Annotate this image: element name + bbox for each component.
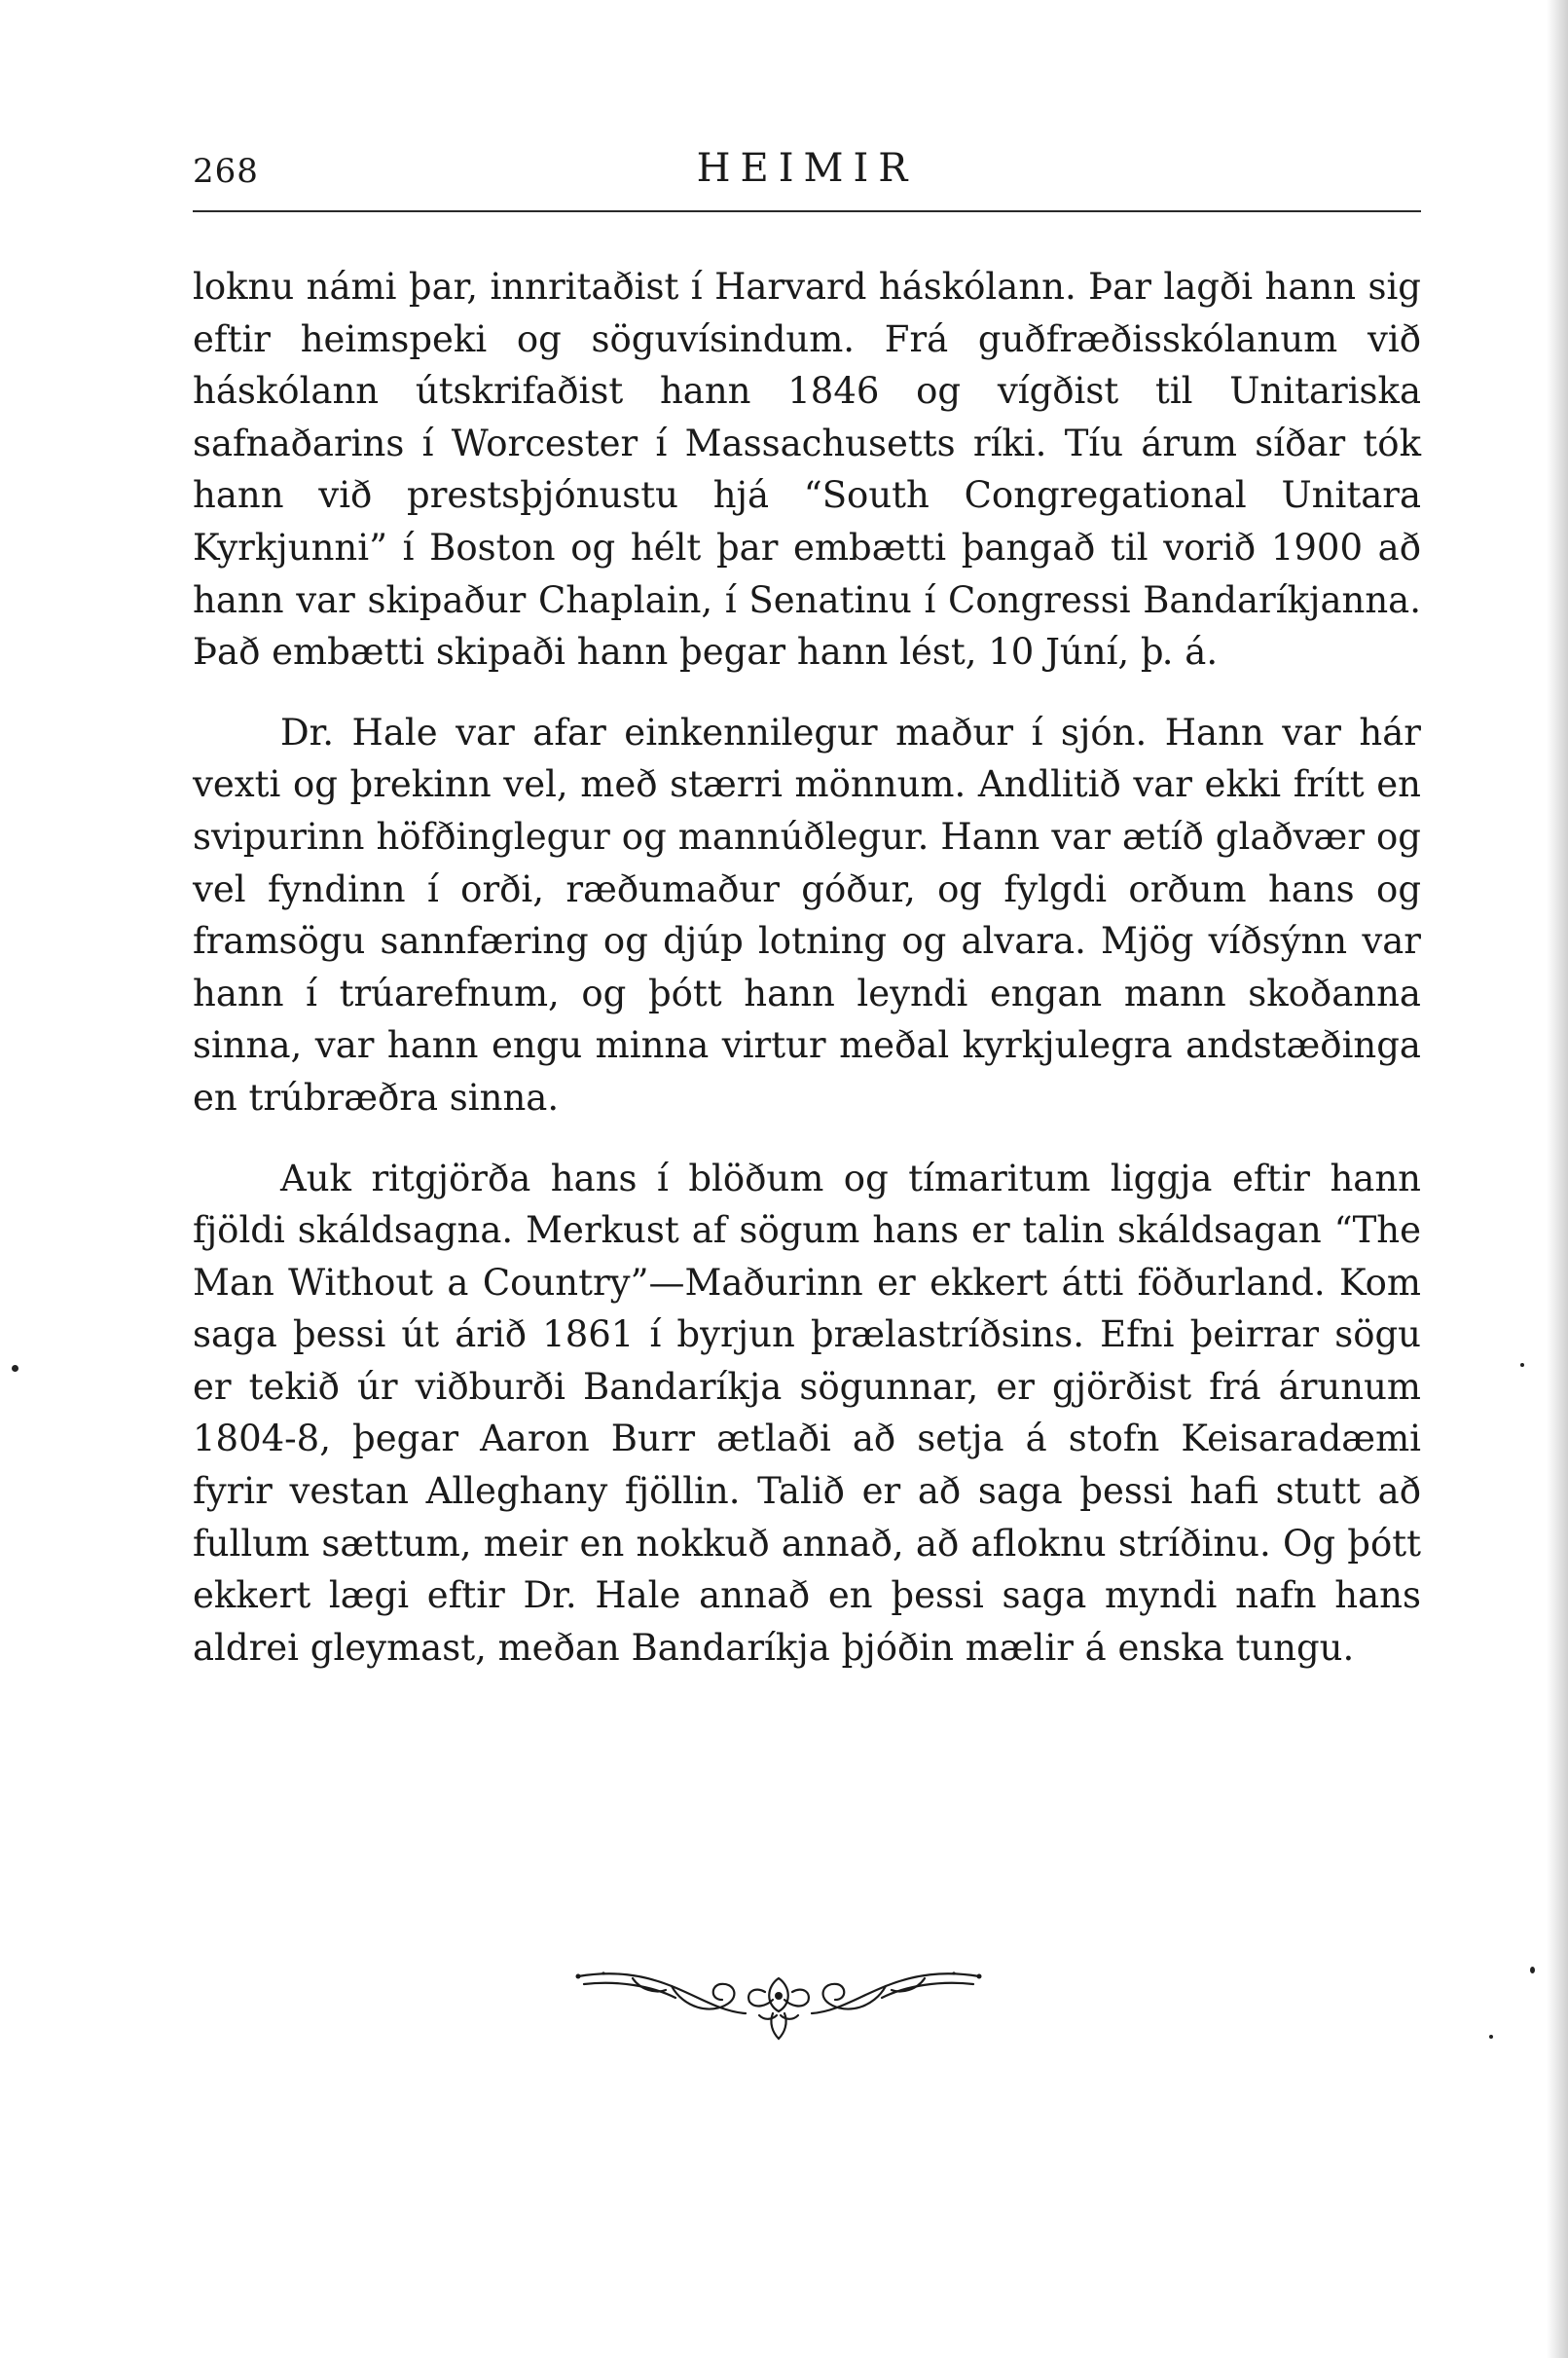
journal-title: HEIMIR [696, 146, 918, 191]
scan-speck [1489, 2035, 1493, 2039]
scan-speck [1530, 1967, 1535, 1973]
paragraph-3: Auk ritgjörða hans í blöðum og tímaritum liggja eftir hann fjöldi skáldsagna. Merkust af sögum hans er talin skáldsagan “The Man Without a Country”—Maðurinn er ekkert átti föðurland. Kom saga þessi út árið 1861 í byrjun þrælastríðsins. Efni þeirrar sögu er tekið úr viðburði Bandaríkja sögunnar, er gjörðist frá árunum 1804-8, þegar Aaron Burr ætlaði að setja á stofn Keisaradæmi fyrir vestan Alleghany fjöllin. Talið er að saga þessi hafi stutt að fullum sættum, meir en nokkuð annað, að afloknu stríðinu. Og þótt ekkert lægi eftir Dr. Hale annað en þessi saga myndi nafn hans aldrei gleymast, meðan Bandaríkja þjóðin mælir á enska tungu. [193, 1157, 1421, 1669]
page-edge-shadow [1547, 0, 1568, 2358]
paragraph-1: loknu námi þar, innritaðist í Harvard háskólann. Þar lagði hann sig eftir heimspeki og söguvísindum. Frá guðfræðisskólanum við háskólann útskrifaðist hann 1846 og vígðist til Unitariska safnaðarins í Worcester í Massachusetts ríki. Tíu árum síðar tók hann við prestsþjónustu hjá “South Congregational Unitara Kyrkjunni” í Boston og hélt þar embætti þangað til vorið 1900 að hann var skipaður Chaplain, í Senatinu í Congressi Bandaríkjanna. Það embætti skipaði hann þegar hann lést, 10 Júní, þ. á. [193, 266, 1421, 674]
header-rule [193, 210, 1421, 212]
paragraph-2: Dr. Hale var afar einkennilegur maður í sjón. Hann var hár vexti og þrekinn vel, með stærri mönnum. Andlitið var ekki frítt en svipurinn höfðinglegur og mannúðlegur. Hann var ætíð glaðvær og vel fyndinn í orði, ræðumaður góður, og fylgdi orðum hans og framsögu sannfæring og djúp lotning og alvara. Mjög víðsýnn var hann í trúarefnum, og þótt hann leyndi engan mann skoðanna sinna, var hann engu minna virtur meðal kyrkjulegra andstæðinga en trúbræðra sinna. [193, 711, 1421, 1119]
page-number: 268 [193, 152, 259, 191]
running-head [193, 146, 1421, 204]
article-body [193, 261, 1421, 1674]
scan-speck [1520, 1363, 1524, 1367]
scan-speck [12, 1365, 18, 1372]
fleuron-ornament-icon [574, 1957, 983, 2045]
